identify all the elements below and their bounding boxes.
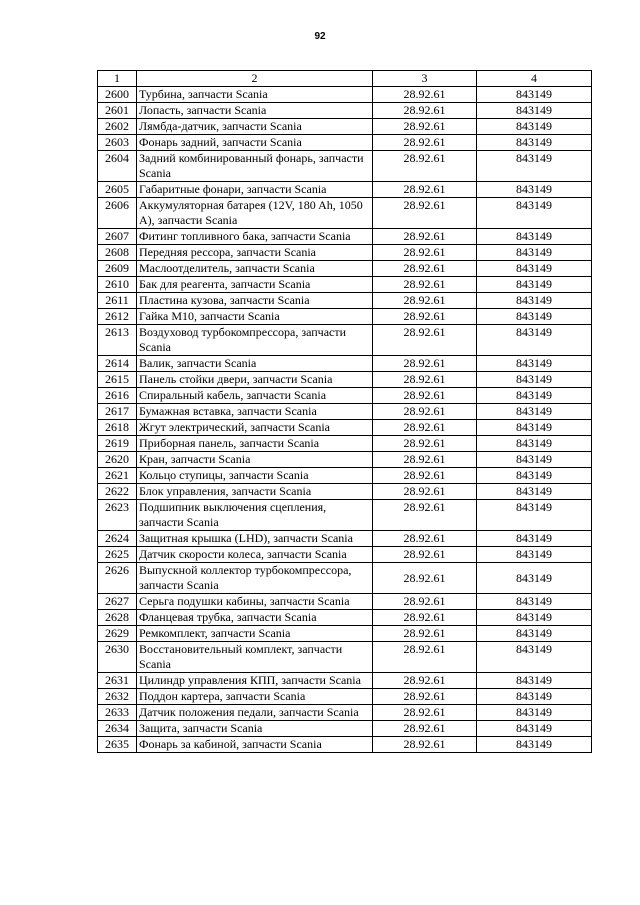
table-row [98, 135, 592, 151]
table-row [98, 87, 592, 103]
row-name: Поддон картера, запчасти Scania [137, 689, 373, 705]
table-row [98, 356, 592, 372]
row-number: 2608 [98, 245, 137, 261]
row-tnved-code: 843149 [477, 309, 592, 325]
table-row [98, 277, 592, 293]
parts-table-body [98, 71, 592, 753]
row-number: 2613 [98, 325, 137, 356]
row-okpd-code: 28.92.61 [373, 356, 477, 372]
row-tnved-code: 843149 [477, 182, 592, 198]
row-okpd-code: 28.92.61 [373, 610, 477, 626]
row-number: 2621 [98, 468, 137, 484]
table-row [98, 245, 592, 261]
row-name: Серьга подушки кабины, запчасти Scania [137, 594, 373, 610]
row-okpd-code: 28.92.61 [373, 563, 477, 594]
row-name: Ремкомплект, запчасти Scania [137, 626, 373, 642]
table-row [98, 325, 592, 356]
row-okpd-code: 28.92.61 [373, 135, 477, 151]
row-okpd-code: 28.92.61 [373, 309, 477, 325]
row-okpd-code: 28.92.61 [373, 198, 477, 229]
row-number: 2622 [98, 484, 137, 500]
row-name: Габаритные фонари, запчасти Scania [137, 182, 373, 198]
row-okpd-code: 28.92.61 [373, 293, 477, 309]
row-name: Аккумуляторная батарея (12V, 180 Ah, 1050 А), запчасти Scania [137, 198, 373, 229]
row-name: Фонарь за кабиной, запчасти Scania [137, 737, 373, 753]
row-number: 2629 [98, 626, 137, 642]
row-okpd-code: 28.92.61 [373, 737, 477, 753]
row-okpd-code: 28.92.61 [373, 261, 477, 277]
row-number: 2605 [98, 182, 137, 198]
row-okpd-code: 28.92.61 [373, 547, 477, 563]
row-number: 2611 [98, 293, 137, 309]
row-tnved-code: 843149 [477, 245, 592, 261]
row-tnved-code: 843149 [477, 705, 592, 721]
row-okpd-code: 28.92.61 [373, 626, 477, 642]
row-tnved-code: 843149 [477, 484, 592, 500]
row-number: 2617 [98, 404, 137, 420]
row-number: 2612 [98, 309, 137, 325]
row-okpd-code: 28.92.61 [373, 151, 477, 182]
row-name: Датчик скорости колеса, запчасти Scania [137, 547, 373, 563]
row-name: Гайка М10, запчасти Scania [137, 309, 373, 325]
row-number: 2631 [98, 673, 137, 689]
table-row [98, 103, 592, 119]
row-number: 2616 [98, 388, 137, 404]
row-tnved-code: 843149 [477, 356, 592, 372]
row-name: Жгут электрический, запчасти Scania [137, 420, 373, 436]
row-number: 2600 [98, 87, 137, 103]
row-number: 2634 [98, 721, 137, 737]
row-name: Подшипник выключения сцепления, запчасти Scania [137, 500, 373, 531]
table-row [98, 452, 592, 468]
row-name: Валик, запчасти Scania [137, 356, 373, 372]
row-name: Передняя рессора, запчасти Scania [137, 245, 373, 261]
row-tnved-code: 843149 [477, 689, 592, 705]
row-name: Фонарь задний, запчасти Scania [137, 135, 373, 151]
row-name: Спиральный кабель, запчасти Scania [137, 388, 373, 404]
table-row [98, 309, 592, 325]
row-name: Выпускной коллектор турбокомпрессора, запчасти Scania [137, 563, 373, 594]
row-name: Бак для реагента, запчасти Scania [137, 277, 373, 293]
table-row [98, 705, 592, 721]
table-row [98, 293, 592, 309]
row-number: 2627 [98, 594, 137, 610]
row-name: Фланцевая трубка, запчасти Scania [137, 610, 373, 626]
row-number: 2623 [98, 500, 137, 531]
row-number: 2626 [98, 563, 137, 594]
table-row [98, 182, 592, 198]
row-okpd-code: 28.92.61 [373, 500, 477, 531]
row-name: Лямбда-датчик, запчасти Scania [137, 119, 373, 135]
row-tnved-code: 843149 [477, 261, 592, 277]
row-tnved-code: 843149 [477, 673, 592, 689]
table-header-row [98, 71, 592, 87]
row-name: Фитинг топливного бака, запчасти Scania [137, 229, 373, 245]
row-tnved-code: 843149 [477, 642, 592, 673]
table-row [98, 484, 592, 500]
row-number: 2628 [98, 610, 137, 626]
table-row [98, 626, 592, 642]
row-number: 2603 [98, 135, 137, 151]
row-tnved-code: 843149 [477, 737, 592, 753]
row-tnved-code: 843149 [477, 135, 592, 151]
row-okpd-code: 28.92.61 [373, 87, 477, 103]
row-tnved-code: 843149 [477, 277, 592, 293]
row-tnved-code: 843149 [477, 119, 592, 135]
row-name: Датчик положения педали, запчасти Scania [137, 705, 373, 721]
header-col-4: 4 [477, 71, 592, 87]
row-tnved-code: 843149 [477, 325, 592, 356]
header-col-1: 1 [98, 71, 137, 87]
row-okpd-code: 28.92.61 [373, 182, 477, 198]
row-okpd-code: 28.92.61 [373, 103, 477, 119]
row-okpd-code: 28.92.61 [373, 452, 477, 468]
row-number: 2602 [98, 119, 137, 135]
table-row [98, 563, 592, 594]
row-tnved-code: 843149 [477, 404, 592, 420]
row-okpd-code: 28.92.61 [373, 689, 477, 705]
row-okpd-code: 28.92.61 [373, 531, 477, 547]
row-number: 2620 [98, 452, 137, 468]
table-row [98, 673, 592, 689]
row-number: 2607 [98, 229, 137, 245]
row-name: Воздуховод турбокомпрессора, запчасти Scania [137, 325, 373, 356]
row-tnved-code: 843149 [477, 610, 592, 626]
row-name: Цилиндр управления КПП, запчасти Scania [137, 673, 373, 689]
row-okpd-code: 28.92.61 [373, 404, 477, 420]
row-number: 2609 [98, 261, 137, 277]
row-name: Защита, запчасти Scania [137, 721, 373, 737]
row-okpd-code: 28.92.61 [373, 594, 477, 610]
table-row [98, 420, 592, 436]
header-col-3: 3 [373, 71, 477, 87]
row-tnved-code: 843149 [477, 531, 592, 547]
row-tnved-code: 843149 [477, 626, 592, 642]
row-tnved-code: 843149 [477, 468, 592, 484]
row-number: 2604 [98, 151, 137, 182]
row-tnved-code: 843149 [477, 452, 592, 468]
row-number: 2618 [98, 420, 137, 436]
row-name: Пластина кузова, запчасти Scania [137, 293, 373, 309]
table-row [98, 531, 592, 547]
row-number: 2619 [98, 436, 137, 452]
row-tnved-code: 843149 [477, 547, 592, 563]
row-name: Блок управления, запчасти Scania [137, 484, 373, 500]
table-row [98, 610, 592, 626]
row-name: Маслоотделитель, запчасти Scania [137, 261, 373, 277]
table-row [98, 468, 592, 484]
row-number: 2624 [98, 531, 137, 547]
row-number: 2625 [98, 547, 137, 563]
row-tnved-code: 843149 [477, 594, 592, 610]
table-row [98, 436, 592, 452]
table-row [98, 500, 592, 531]
row-number: 2630 [98, 642, 137, 673]
row-name: Бумажная вставка, запчасти Scania [137, 404, 373, 420]
row-okpd-code: 28.92.61 [373, 420, 477, 436]
table-row [98, 119, 592, 135]
table-row [98, 689, 592, 705]
row-number: 2632 [98, 689, 137, 705]
row-number: 2614 [98, 356, 137, 372]
row-okpd-code: 28.92.61 [373, 705, 477, 721]
row-number: 2610 [98, 277, 137, 293]
row-okpd-code: 28.92.61 [373, 642, 477, 673]
row-number: 2635 [98, 737, 137, 753]
row-okpd-code: 28.92.61 [373, 277, 477, 293]
row-okpd-code: 28.92.61 [373, 372, 477, 388]
table-row [98, 372, 592, 388]
row-tnved-code: 843149 [477, 151, 592, 182]
row-name: Кольцо ступицы, запчасти Scania [137, 468, 373, 484]
table-row [98, 261, 592, 277]
row-okpd-code: 28.92.61 [373, 673, 477, 689]
row-name: Защитная крышка (LHD), запчасти Scania [137, 531, 373, 547]
row-name: Турбина, запчасти Scania [137, 87, 373, 103]
row-name: Задний комбинированный фонарь, запчасти Scania [137, 151, 373, 182]
row-tnved-code: 843149 [477, 420, 592, 436]
table-row [98, 594, 592, 610]
row-tnved-code: 843149 [477, 388, 592, 404]
row-okpd-code: 28.92.61 [373, 325, 477, 356]
parts-table [97, 70, 592, 753]
header-col-2: 2 [137, 71, 373, 87]
table-row [98, 547, 592, 563]
table-row [98, 388, 592, 404]
page-number: 92 [314, 31, 326, 42]
table-row [98, 642, 592, 673]
row-name: Восстановительный комплект, запчасти Scania [137, 642, 373, 673]
table-row [98, 151, 592, 182]
table-row [98, 721, 592, 737]
row-okpd-code: 28.92.61 [373, 229, 477, 245]
table-row [98, 737, 592, 753]
table-row [98, 198, 592, 229]
row-okpd-code: 28.92.61 [373, 119, 477, 135]
row-name: Панель стойки двери, запчасти Scania [137, 372, 373, 388]
row-okpd-code: 28.92.61 [373, 468, 477, 484]
table-row [98, 229, 592, 245]
row-number: 2606 [98, 198, 137, 229]
row-tnved-code: 843149 [477, 293, 592, 309]
row-tnved-code: 843149 [477, 721, 592, 737]
row-tnved-code: 843149 [477, 500, 592, 531]
row-tnved-code: 843149 [477, 87, 592, 103]
table-row [98, 404, 592, 420]
row-tnved-code: 843149 [477, 563, 592, 594]
row-okpd-code: 28.92.61 [373, 245, 477, 261]
row-tnved-code: 843149 [477, 436, 592, 452]
row-tnved-code: 843149 [477, 372, 592, 388]
row-okpd-code: 28.92.61 [373, 388, 477, 404]
row-number: 2615 [98, 372, 137, 388]
row-okpd-code: 28.92.61 [373, 721, 477, 737]
row-name: Лопасть, запчасти Scania [137, 103, 373, 119]
row-tnved-code: 843149 [477, 229, 592, 245]
row-number: 2633 [98, 705, 137, 721]
row-tnved-code: 843149 [477, 198, 592, 229]
row-tnved-code: 843149 [477, 103, 592, 119]
row-number: 2601 [98, 103, 137, 119]
row-okpd-code: 28.92.61 [373, 436, 477, 452]
row-name: Кран, запчасти Scania [137, 452, 373, 468]
row-name: Приборная панель, запчасти Scania [137, 436, 373, 452]
row-okpd-code: 28.92.61 [373, 484, 477, 500]
